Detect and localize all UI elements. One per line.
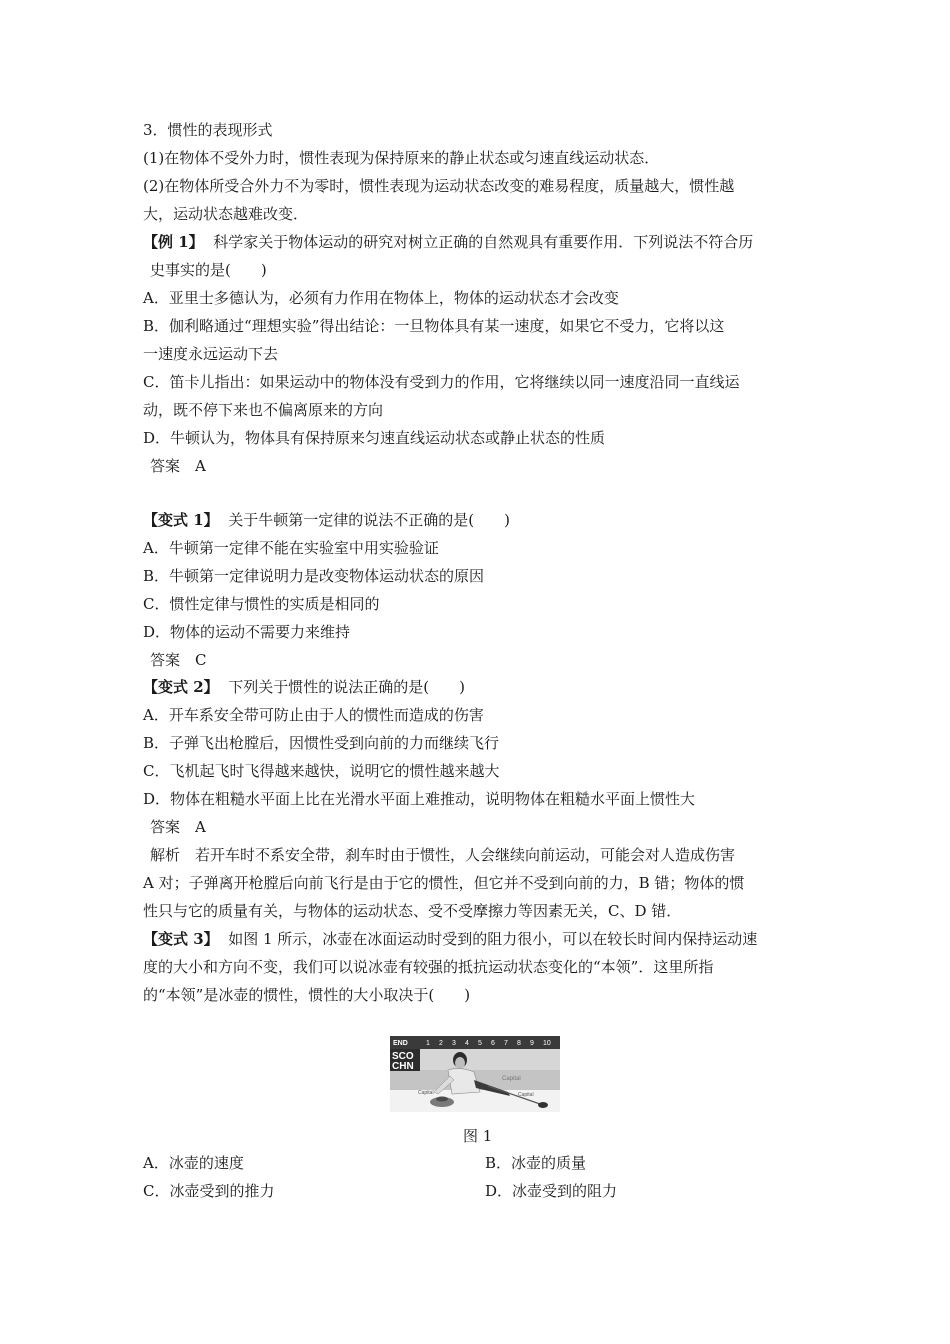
scoreboard-end-number: 5: [478, 1040, 482, 1047]
broom-head: [538, 1102, 548, 1108]
option-d: D．冰壶受到的阻力: [485, 1182, 618, 1200]
team-1-label: SCO: [392, 1051, 414, 1062]
scoreboard-bar: [390, 1036, 560, 1049]
option-b: B．伽利略通过“理想实验”得出结论：一旦物体具有某一速度，如果它不受力，它将以这: [143, 317, 725, 335]
option-d: D．牛顿认为，物体具有保持原来匀速直线运动状态或静止状态的性质: [143, 429, 606, 447]
example-stem-text: 科学家关于物体运动的研究对树立正确的自然观具有重要作用．下列说法不符合历: [213, 233, 754, 251]
curling-photo: [390, 1036, 560, 1112]
option-a: A．亚里士多德认为，必须有力作用在物体上，物体的运动状态才会改变: [143, 289, 619, 307]
ad-text-2: Capital: [418, 1090, 434, 1096]
variant-stem: [143, 677, 465, 697]
scoreboard-end-number: 8: [517, 1040, 521, 1047]
option-b: B．牛顿第一定律说明力是改变物体运动状态的原因: [143, 567, 485, 585]
section-paragraph: (1)在物体不受外力时，惯性表现为保持原来的静止状态或匀速直线运动状态．: [143, 149, 660, 167]
variant-stem: [143, 929, 757, 949]
athlete-face: [455, 1057, 465, 1069]
section-paragraph: 大，运动状态越难改变．: [143, 205, 309, 223]
figure-caption: 图 1: [463, 1127, 493, 1145]
option-c: C．飞机起飞时飞得越来越快，说明它的惯性越来越大: [143, 762, 500, 780]
ad-text-3: Capital: [518, 1092, 534, 1098]
scoreboard-end-label: END: [393, 1040, 408, 1047]
option-c: C．笛卡儿指出：如果运动中的物体没有受到力的作用，它将继续以同一速度沿同一直线运: [143, 373, 740, 391]
variant-stem: [143, 510, 510, 530]
scoreboard-end-number: 10: [543, 1040, 551, 1047]
example-stem: [143, 232, 753, 252]
curling-stone-handle: [436, 1097, 448, 1102]
scoreboard-end-number: 4: [465, 1040, 469, 1047]
option-c-cont: 动，既不停下来也不偏离原来的方向: [143, 401, 384, 419]
variant-tag: 【变式 3】: [143, 930, 219, 948]
answer: 答案 A: [150, 457, 206, 475]
variant-stem-cont: 的“本领”是冰壶的惯性，惯性的大小取决于( ): [143, 986, 471, 1004]
option-b: B．冰壶的质量: [485, 1154, 587, 1172]
section-paragraph: (2)在物体所受合外力不为零时，惯性表现为运动状态改变的难易程度，质量越大，惯性越: [143, 177, 735, 195]
analysis-cont: A 对；子弹离开枪膛后向前飞行是由于它的惯性，但它并不受到向前的力，B 错；物体的惯: [143, 874, 745, 892]
section-title: 3．惯性的表现形式: [143, 121, 273, 139]
option-a: A．开车系安全带可防止由于人的惯性而造成的伤害: [143, 706, 484, 724]
example-tag: 【例 1】: [143, 233, 204, 251]
scoreboard-end-number: 6: [491, 1040, 495, 1047]
ice-surface: [390, 1090, 560, 1112]
scoreboard-end-number: 9: [530, 1040, 534, 1047]
option-d: D．物体在粗糙水平面上比在光滑水平面上难推动，说明物体在粗糙水平面上惯性大: [143, 790, 696, 808]
answer: 答案 C: [150, 651, 207, 669]
curling-photo-drawing: [390, 1036, 560, 1112]
variant-tag: 【变式 1】: [143, 511, 219, 529]
variant-stem-text: 下列关于惯性的说法正确的是( ): [228, 678, 465, 696]
analysis: 解析 若开车时不系安全带，刹车时由于惯性，人会继续向前运动，可能会对人造成伤害: [150, 846, 736, 864]
example-stem-cont: 史事实的是( ): [150, 261, 267, 279]
variant-stem-text: 关于牛顿第一定律的说法不正确的是( ): [228, 511, 510, 529]
scoreboard-end-number: 2: [439, 1040, 443, 1047]
variant-stem-text: 如图 1 所示，冰壶在冰面运动时受到的阻力很小，可以在较长时间内保持运动速: [228, 930, 758, 948]
option-a: A．冰壶的速度: [143, 1154, 244, 1172]
option-d: D．物体的运动不需要力来维持: [143, 623, 351, 641]
ad-text-1: Capital: [502, 1076, 521, 1082]
variant-stem-cont: 度的大小和方向不变，我们可以说冰壶有较强的抵抗运动状态变化的“本领”．这里所指: [143, 958, 714, 976]
option-b: B．子弹飞出枪膛后，因惯性受到向前的力而继续飞行: [143, 734, 500, 752]
option-b-cont: 一速度永远运动下去: [143, 345, 279, 363]
team-2-label: CHN: [392, 1061, 414, 1072]
analysis-cont: 性只与它的质量有关，与物体的运动状态、受不受摩擦力等因素无关，C、D 错．: [143, 902, 682, 920]
answer: 答案 A: [150, 818, 206, 836]
option-c: C．惯性定律与惯性的实质是相同的: [143, 595, 380, 613]
scoreboard-end-number: 1: [426, 1040, 430, 1047]
scoreboard-end-number: 7: [504, 1040, 508, 1047]
scoreboard-end-number: 3: [452, 1040, 456, 1047]
variant-tag: 【变式 2】: [143, 678, 219, 696]
option-c: C．冰壶受到的推力: [143, 1182, 275, 1200]
option-a: A．牛顿第一定律不能在实验室中用实验验证: [143, 539, 439, 557]
